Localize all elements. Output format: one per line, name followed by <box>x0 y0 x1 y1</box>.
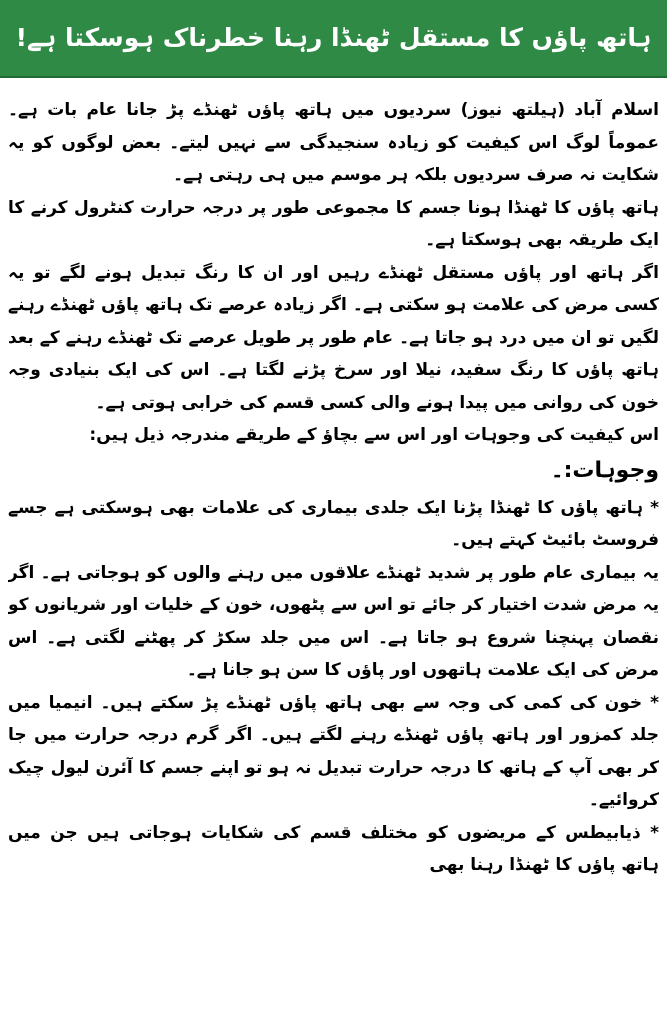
article-body <box>8 94 659 1020</box>
article-title: ہاتھ پاؤں کا مستقل ٹھنڈا رہنا خطرناک ہوسکتا ہے! <box>15 23 652 53</box>
intro-paragraph: اسلام آباد (ہیلتھ نیوز) سردیوں میں ہاتھ پاؤں ٹھنڈے پڑ جانا عام بات ہے۔ عموماً لوگ اس کیفیت کو زیادہ سنجیدگی سے نہیں لیتے۔ بعض لوگوں کو یہ شکایت نہ صرف سردیوں بلکہ ہر موسم میں ہی رہتی ہے۔ <box>8 100 659 185</box>
body-paragraph-symptoms: اگر ہاتھ اور پاؤں مستقل ٹھنڈے رہیں اور ان کا رنگ تبدیل ہونے لگے تو یہ کسی مرض کی علامت ہو سکتی ہے۔ اگر زیادہ عرصے تک ہاتھ پاؤں ٹھنڈے رہنے لگیں تو ان میں درد ہو جاتا ہے۔ عام طور پر طویل عرصے تک ٹھنڈے رہنے کے بعد ہاتھ پاؤں کا رنگ سفید، نیلا اور سرخ پڑنے لگتا ہے۔ اس کی ایک بنیادی وجہ خون کی روانی میں پیدا ہونے والی کسی قسم کی خرابی ہوتی ہے۔ <box>8 262 659 413</box>
body-paragraph-lead-in: اس کیفیت کی وجوہات اور اس سے بچاؤ کے طریقے مندرجہ ذیل ہیں: <box>89 425 659 445</box>
cause-anemia: * خون کی کمی کی وجہ سے بھی ہاتھ پاؤں ٹھنڈے پڑ سکتے ہیں۔ انیمیا میں جلد کمزور اور ہاتھ پاؤں ٹھنڈے رہنے لگتے ہیں۔ اگر گرم درجہ حرارت میں جا کر بھی آپ کے ہاتھ کا درجہ حرارت تبدیل نہ ہو تو اپنے جسم کا آئرن لیول چیک کروائیے۔ <box>8 692 659 810</box>
cause-frostbite-detail: یہ بیماری عام طور پر شدید ٹھنڈے علاقوں میں رہنے والوں کو ہوجاتی ہے۔ اگر یہ مرض شدت اختیار کر جائے تو اس سے پٹھوں، خون کے خلیات اور شریانوں کو نقصان پہنچنا شروع ہو جاتا ہے۔ اس میں جلد سکڑ کر پھٹنے لگتی ہے۔ اس مرض کی ایک علامت ہاتھوں اور پاؤں کا سن ہو جانا ہے۔ <box>8 562 659 680</box>
causes-heading: وجوہات:۔ <box>550 457 659 483</box>
cause-diabetes: * ذیابیطس کے مریضوں کو مختلف قسم کی شکایات ہوجاتی ہیں جن میں ہاتھ پاؤں کا ٹھنڈا رہنا بھی <box>8 822 659 875</box>
body-paragraph-temperature: ہاتھ پاؤں کا ٹھنڈا ہونا جسم کا مجموعی طور پر درجہ حرارت کنٹرول کرنے کا ایک طریقہ بھی ہوسکتا ہے۔ <box>8 197 659 250</box>
title-banner <box>0 0 667 78</box>
cause-frostbite: * ہاتھ پاؤں کا ٹھنڈا پڑنا ایک جلدی بیماری کی علامات بھی ہوسکتی ہے جسے فروسٹ بائیٹ کہتے ہیں۔ <box>8 497 659 550</box>
